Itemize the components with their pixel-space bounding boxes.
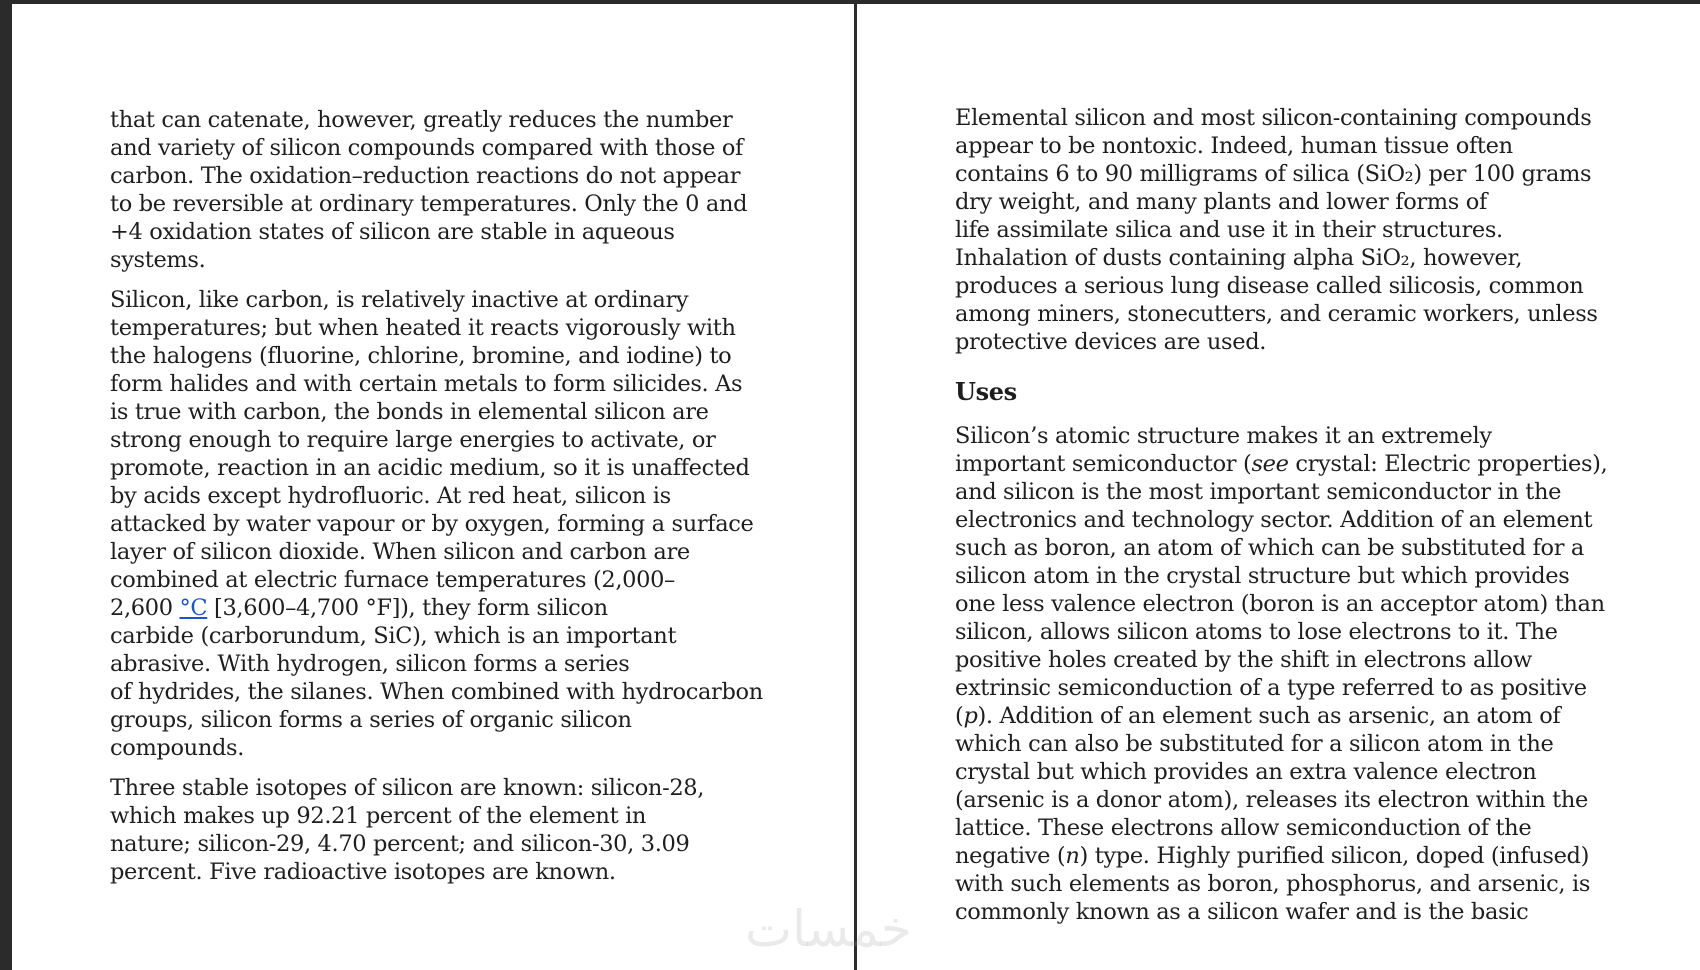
paragraph-toxicity: Elemental silicon and most silicon-containing compounds appear to be nontoxic. Indeed, human tissue often contains 6 to 90 milligrams of silica (SiO₂) per 100 grams dry weight, and many plants and lower forms of life assimilate silica and use it in their structures. Inhalation of dusts containing alpha SiO₂, however, produces a serious lung disease called silicosis, common among miners, stonecutters, and ceramic workers, unless protective devices are used. (955, 105, 1598, 355)
uses-text-end: ) type. Highly purified silicon, doped (infused) with such elements as boron, phosphorus, and arsenic, is commonly known as a silicon wafer and is the basic (955, 843, 1591, 925)
reactivity-text-start: Silicon, like carbon, is relatively inactive at ordinary temperatures; but when heated it reacts vigorously with the halogens (fluorine, chlorine, bromine, and iodine) to form halides and with certain metals to form silicides. As is true with carbon, the bonds in elemental silicon are strong enough to require large energies to activate, or promote, reaction in an acidic medium, so it is unaffected by acids except hydrofluoric. At red heat, silicon is attacked by water vapour or by oxygen, forming a surface layer of silicon dioxide. When silicon and carbon are combined at electric furnace temperatures (2,000– 2,600 (110, 287, 754, 621)
section-heading-uses: Uses (955, 377, 1017, 406)
paragraph-uses (955, 422, 1615, 926)
celsius-link[interactable]: °C (179, 595, 208, 621)
right-page (857, 4, 1700, 970)
watermark-logo: خمسات (745, 900, 912, 958)
paragraph-catenation: that can catenate, however, greatly reduces the number and variety of silicon compounds compared with those of carbon. The oxidation–reduction reactions do not appear to be reversible at ordinary temperatures. Only the 0 and +4 oxidation states of silicon are stable in aqueous systems. (110, 107, 748, 273)
paragraph-isotopes: Three stable isotopes of silicon are known: silicon-28, which makes up 92.21 percent of the element in nature; silicon-29, 4.70 percent; and silicon-30, 3.09 percent. Five radioactive isotopes are known. (110, 775, 705, 885)
left-page (12, 4, 854, 970)
reactivity-text-end: [3,600–4,700 °F]), they form silicon carbide (carborundum, SiC), which is an important abrasive. With hydrogen, silicon forms a series of hydrides, the silanes. When combined with hydrocarbon groups, silicon forms a series of organic silicon compounds. (110, 595, 763, 761)
uses-text-mid1: crystal: Electric properties), and silicon is the most important semiconductor in the electronics and technology sector. Addition of an element such as boron, an atom of which can be substituted for a silicon atom in the crystal structure but which provides one less valence electron (boron is an acceptor atom) than silicon, allows silicon atoms to lose electrons to it. The positive holes created by the shift in electrons allow extrinsic semiconduction of a type referred to as positive ( (955, 451, 1608, 729)
right-text-column (955, 104, 1615, 938)
uses-text-mid2: ). Addition of an element such as arsenic, an atom of which can also be substituted for a silicon atom in the crystal but which provides an extra valence electron (arsenic is a donor atom), releases its electron within the lattice. These electrons allow semiconduction of the negative ( (955, 703, 1588, 869)
left-text-column (110, 106, 770, 898)
uses-n-italic: n (1065, 843, 1080, 869)
uses-p-italic: p (963, 703, 978, 729)
uses-text-start: Silicon’s atomic structure makes it an extremely important semiconductor ( (955, 423, 1492, 477)
paragraph-reactivity (110, 286, 770, 762)
uses-see-italic: see (1251, 451, 1289, 477)
